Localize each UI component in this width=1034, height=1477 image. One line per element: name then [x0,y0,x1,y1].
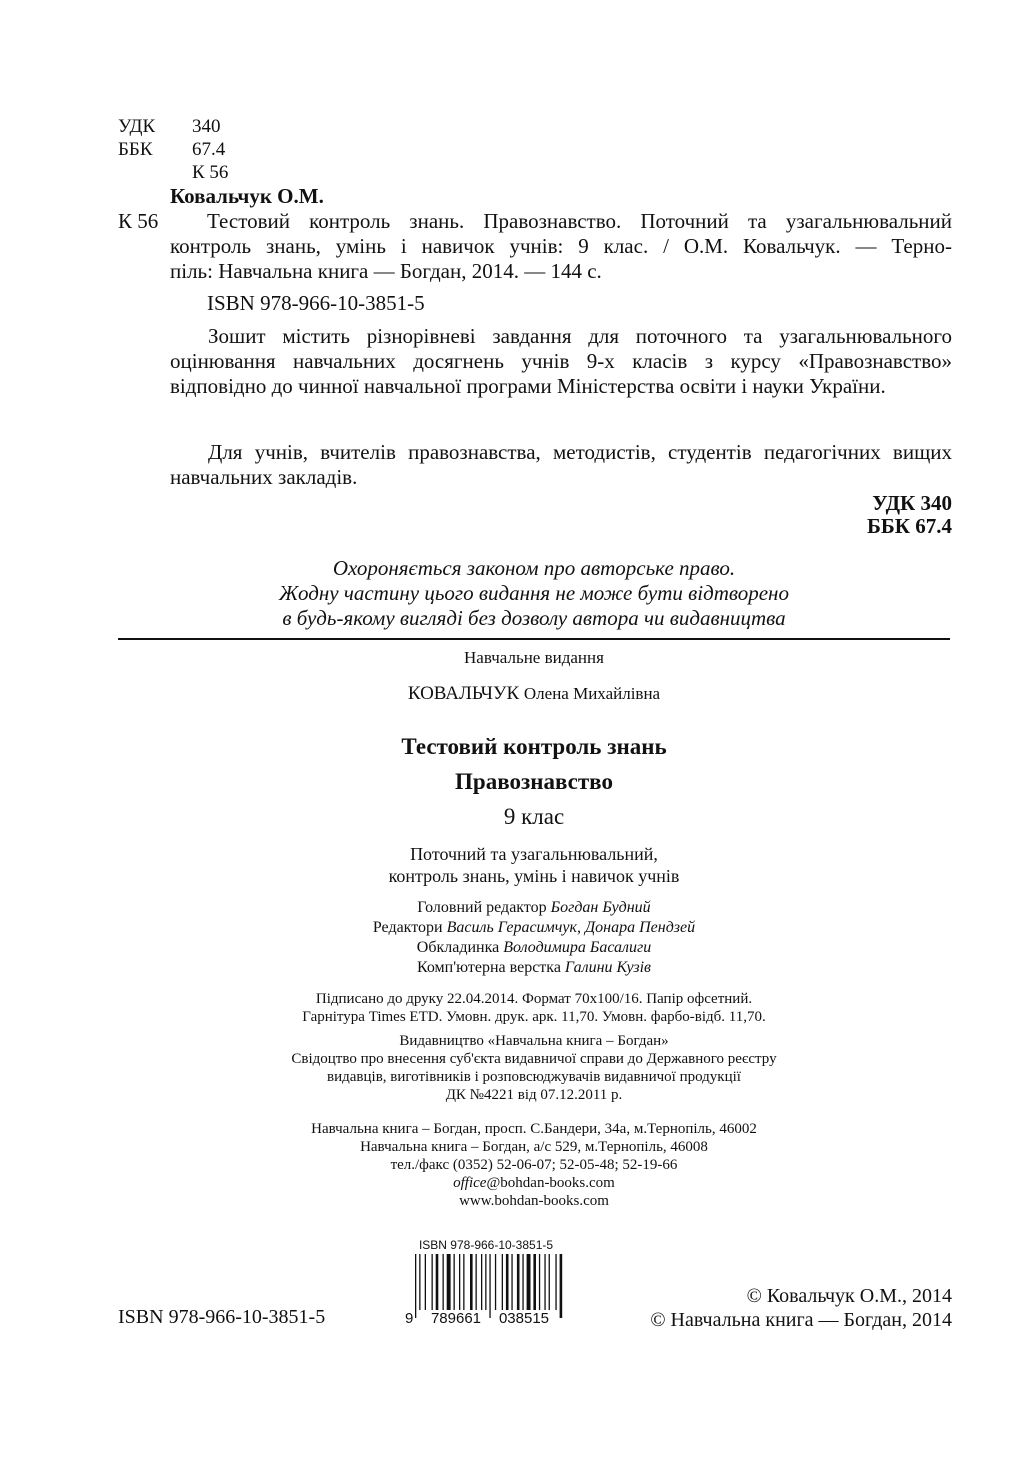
email-prefix: office [453,1175,487,1191]
barcode-bar [436,1254,439,1310]
barcode-bar [425,1254,426,1310]
barcode-bar [470,1254,473,1310]
editors-names: Василь Герасимчук, Донара Пендзей [446,919,696,936]
udk-value: 340 [192,116,221,137]
edition-type: Навчальне видання [464,648,604,667]
barcode-bar [415,1254,416,1318]
footer-isbn: ISBN 978-966-10-3851-5 [118,1306,326,1328]
editors-row [118,918,950,938]
imprint-author-name: Олена Михайлівна [523,684,661,703]
publisher-line4: ДК №4221 від 07.12.2011 р. [445,1087,623,1103]
barcode-bar [432,1254,433,1310]
barcode-bar [511,1254,512,1310]
copyright-line1: Охороняється законом про авторське право. [332,556,736,580]
barcode-bar [527,1254,531,1310]
barcode [405,1238,567,1334]
catalog-title-line3: піль: Навчальна книга — Богдан, 2014. — 144 с. [170,259,602,283]
barcode-bar [560,1254,563,1318]
cover-label: Обкладинка [416,939,500,956]
barcode-digit1: 9 [405,1310,414,1327]
editors-label: Редактори [372,919,443,936]
print-info-line2: Гарнітура Times ETD. Умовн. друк. арк. 11,70. Умовн. фарбо-відб. 11,70. [302,1009,766,1025]
barcode-bar [481,1254,482,1310]
barcode-bar [485,1254,486,1318]
barcode-bar [539,1254,540,1310]
barcode-bar [502,1254,503,1310]
barcode-bar [522,1254,523,1310]
barcode-bar [476,1254,477,1310]
address-line2: Навчальна книга – Богдан, а/с 529, м.Тернопіль, 46008 [360,1139,708,1155]
author-sign: К 56 [192,162,229,183]
layout-label: Комп'ютерна верстка [416,959,561,976]
copyright-line2: Жодну частину цього видання не може бути відтворено [279,581,789,605]
barcode-bar [495,1254,496,1310]
barcode-isbn-label: ISBN 978-966-10-3851-5 [418,1238,554,1252]
footer-copyright1: © Ковальчук О.М., 2014 [746,1285,952,1307]
imprint-grade: 9 клас [503,804,565,829]
barcode-bar [549,1254,550,1310]
barcode-bar [544,1254,545,1310]
barcode-bar [555,1254,556,1310]
imprint-title2: Правознавство [455,769,613,794]
publisher-line1: Видавництво «Навчальна книга – Богдан» [399,1033,669,1049]
bbk-value: 67.4 [192,139,226,160]
chief-editor-row [118,898,950,918]
chief-editor-name: Богдан Будний [550,899,651,916]
barcode-group1: 789661 [425,1310,487,1328]
barcode-bar [533,1254,536,1310]
email-suffix: @bohdan-books.com [486,1175,615,1191]
barcode-bar [506,1254,509,1310]
catalog-isbn: ISBN 978-966-10-3851-5 [207,291,425,315]
barcode-group2: 038515 [493,1310,555,1328]
phone-line: тел./факс (0352) 52-06-07; 52-05-48; 52-19-66 [390,1157,678,1173]
print-info-line1: Підписано до друку 22.04.2014. Формат 70x100/16. Папір офсетний. [315,991,753,1007]
imprint-subtitle1: Поточний та узагальнювальний, [410,844,658,864]
catalog-title-line2: контроль знань, умінь і навичок учнів: 9 клас. / О.М. Ковальчук. — Терно- [170,234,952,258]
barcode-bar [454,1254,455,1310]
udk-row [118,116,221,138]
barcode-bar [419,1254,420,1310]
cover-name: Володимира Басалиги [503,939,652,956]
catalog-sign: К 56 [118,209,159,233]
email-line [118,1174,950,1192]
chief-editor-label: Головний редактор [417,899,547,916]
catalog-title-line1: Тестовий контроль знань. Правознавство. Поточний та узагальнювальний [207,209,952,233]
footer-copyright2: © Навчальна книга — Богдан, 2014 [650,1309,952,1331]
website-line: www.bohdan-books.com [459,1193,609,1209]
imprint-title1: Тестовий контроль знань [401,734,667,759]
barcode-bar [489,1254,490,1318]
catalog-annotation: Зошит містить різнорівневі завдання для поточного та узагальнювального оцінювання навчальних досягнень учнів 9-х класів з курсу «Правознавство» відповідно до чинної навчальної програми Міністерства освіти і науки України. [170,324,952,398]
imprint-author-caps: КОВАЛЬЧУК [407,683,520,704]
barcode-bar [443,1254,444,1310]
catalog-audience: Для учнів, вчителів правознавства, методистів, студентів педагогічних вищих навчальних закладів. [170,440,952,489]
catalog-author: Ковальчук О.М. [170,184,324,208]
publisher-line3: видавців, виготівників і розповсюджувачів видавничої продукції [327,1069,741,1085]
bbk-bottom: ББК 67.4 [867,514,952,538]
copyright-line3: в будь-якому вигляді без дозволу автора чи видавництва [282,606,786,630]
cover-row [118,938,950,958]
author-sign-row [118,162,228,184]
bbk-label: ББК [118,139,153,160]
address-line1: Навчальна книга – Богдан, просп. С.Бандери, 34а, м.Тернопіль, 46002 [311,1121,757,1137]
barcode-bar [463,1254,464,1310]
barcode-bar [447,1254,451,1310]
imprint-subtitle2: контроль знань, умінь і навичок учнів [388,866,680,886]
barcode-bars [415,1254,565,1318]
udk-label: УДК [118,116,156,137]
udk-bottom: УДК 340 [872,491,952,515]
divider [118,638,950,640]
barcode-bar [459,1254,460,1310]
layout-row [118,958,950,978]
imprint-author [118,683,950,705]
publisher-line2: Свідоцтво про внесення суб'єкта видавничої справи до Державного реєстру [291,1051,777,1067]
layout-name: Галини Кузів [564,959,651,976]
bbk-row [118,139,225,161]
barcode-bar [517,1254,520,1310]
